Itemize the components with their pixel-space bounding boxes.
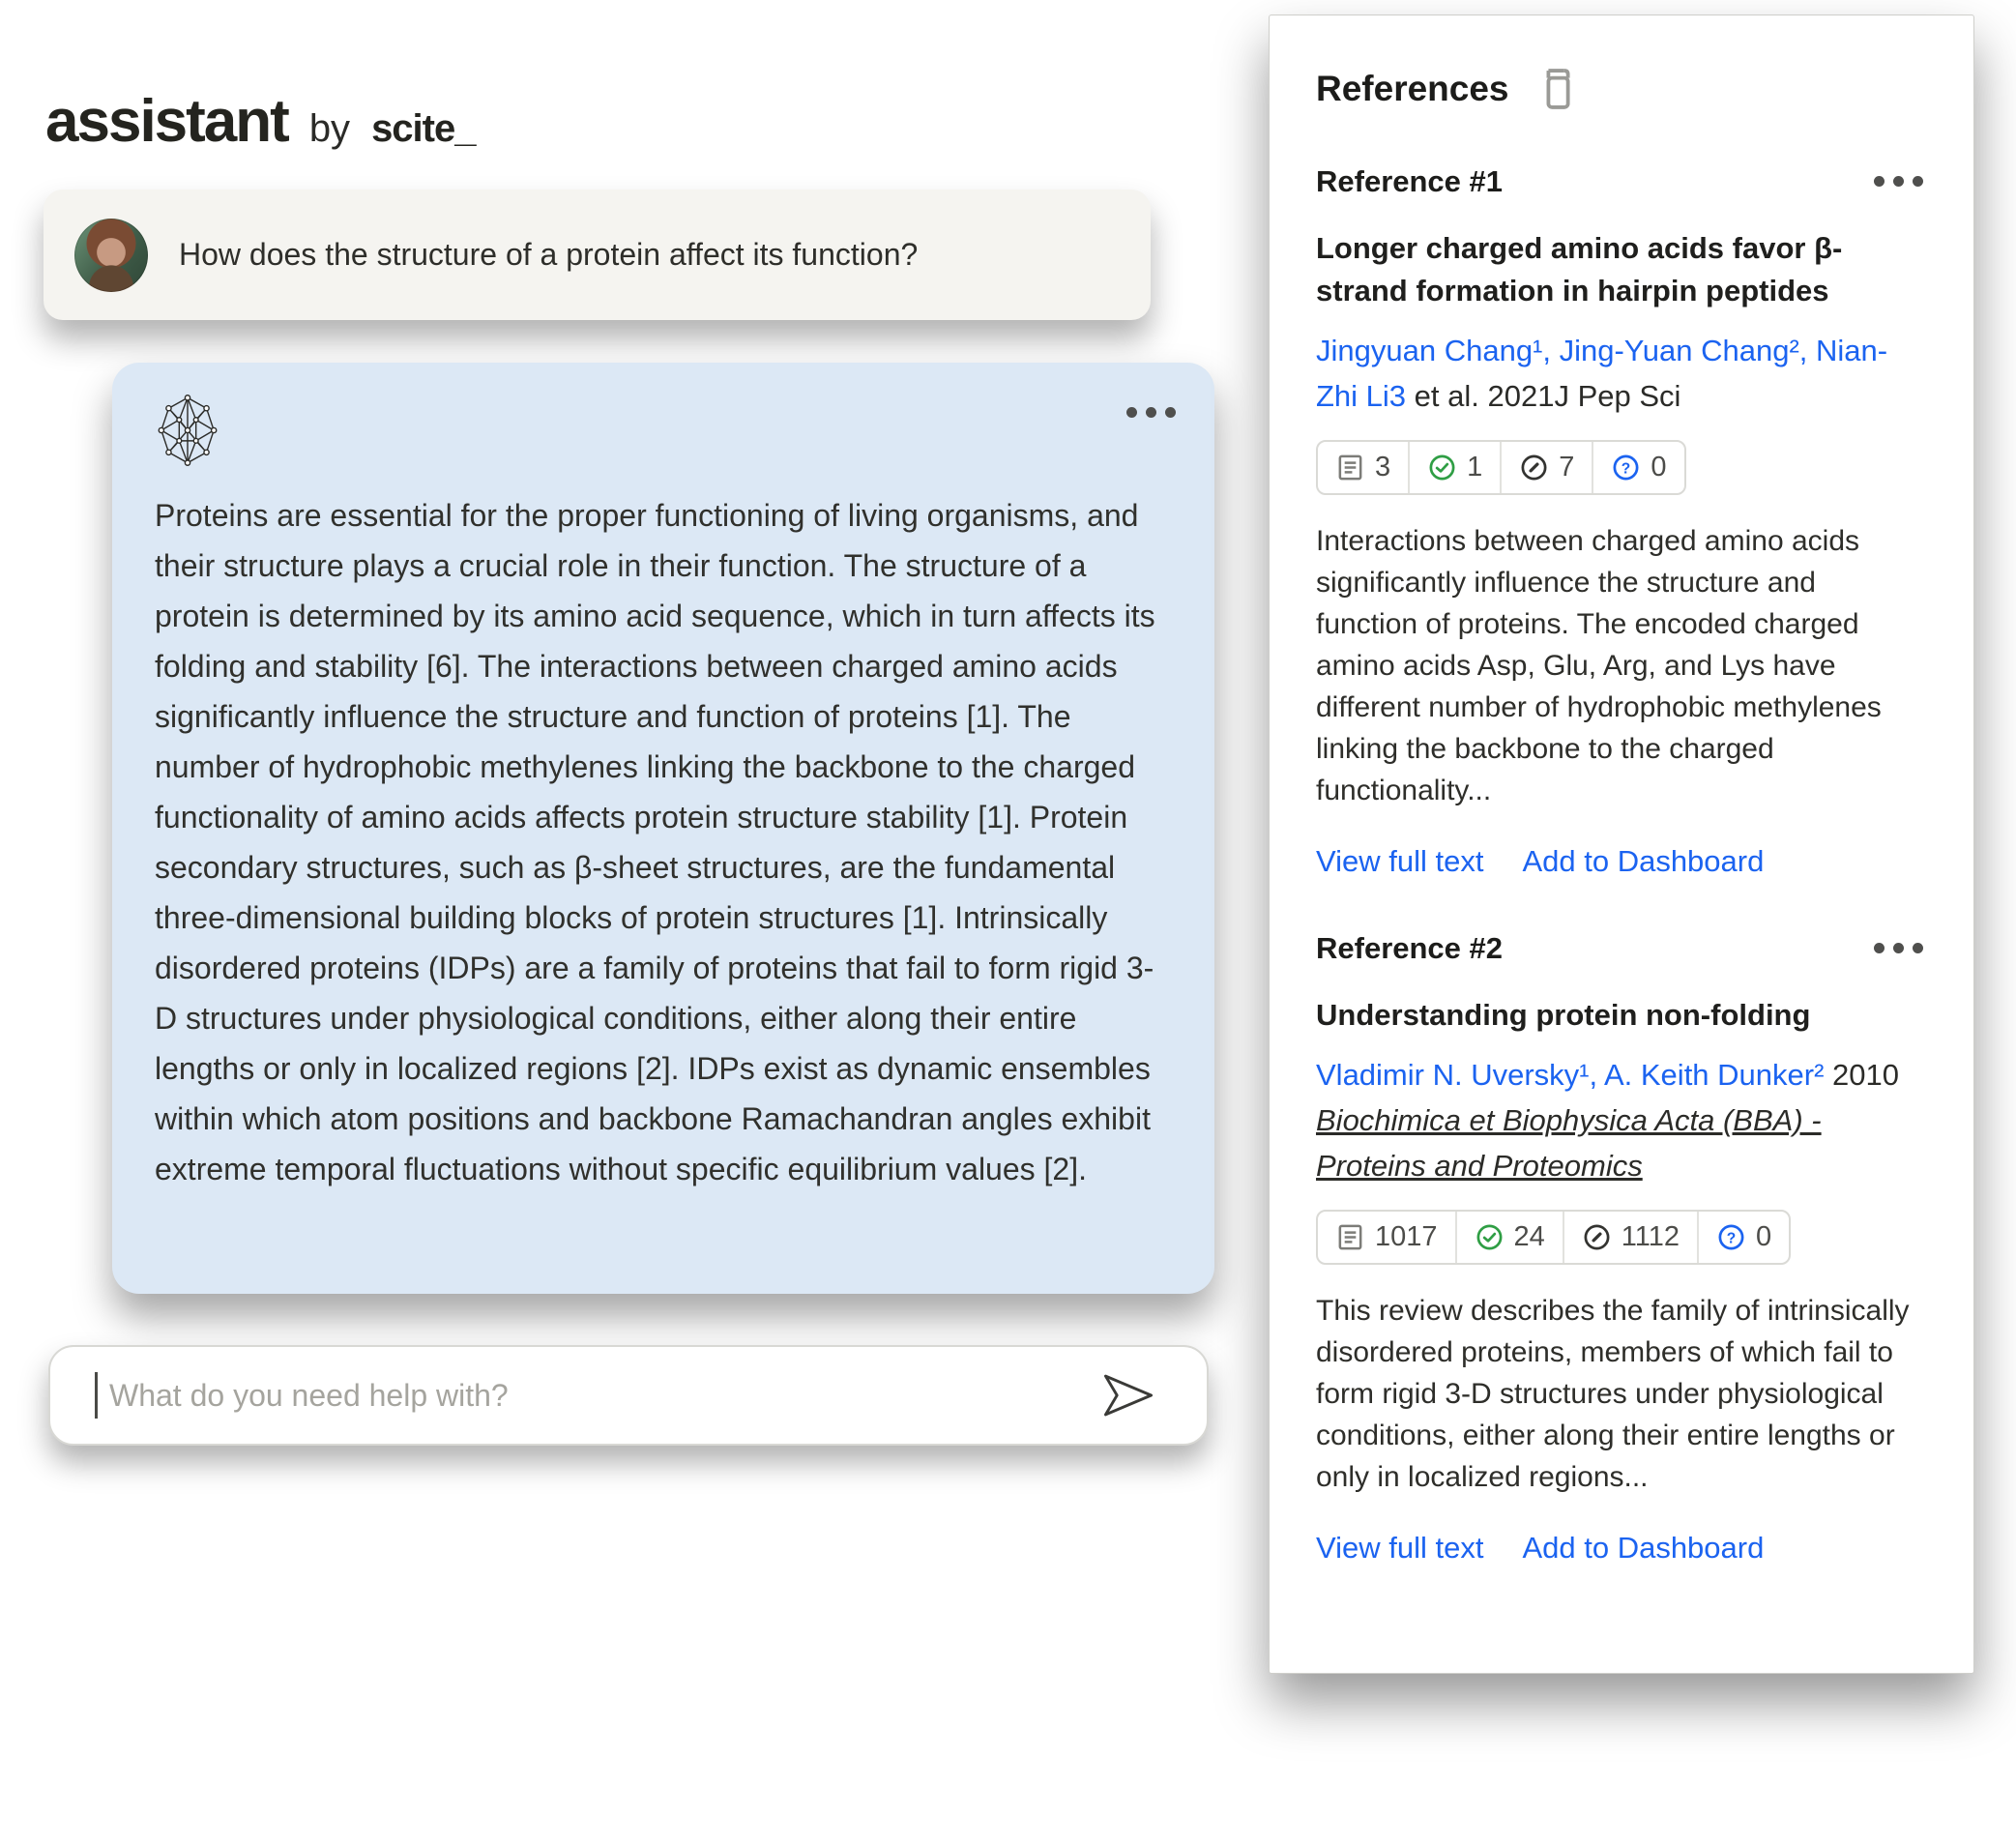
document-icon (1335, 1222, 1365, 1252)
badge-mentioning-count: 1112 (1621, 1221, 1680, 1252)
answer-more-options-button[interactable] (1123, 394, 1180, 431)
reference-more-options-button[interactable] (1870, 162, 1927, 200)
add-to-dashboard-link[interactable]: Add to Dashboard (1522, 1531, 1765, 1565)
view-full-text-link[interactable]: View full text (1316, 844, 1484, 878)
brand-by-text: by (308, 107, 351, 150)
badge-contrasting[interactable] (1592, 442, 1683, 493)
send-plane-icon (1105, 1376, 1151, 1415)
slash-circle-icon (1519, 453, 1549, 483)
dot-icon (1874, 176, 1885, 187)
svg-text:?: ? (1622, 460, 1631, 478)
dot-icon (1913, 943, 1923, 953)
badge-supporting-count: 24 (1513, 1221, 1545, 1252)
badge-citing-count: 1017 (1375, 1221, 1438, 1252)
badge-contrasting[interactable] (1697, 1212, 1789, 1263)
paper-abstract: This review describes the family of intrinsically disordered proteins, members of which fail to form rigid 3-D structures under physiological conditions, either along their entire lengths or only in localized regions... (1316, 1295, 1910, 1493)
dot-icon (1893, 943, 1904, 953)
authors-year: 2010 (1824, 1058, 1899, 1092)
brand-app-name: assistant (45, 88, 288, 155)
send-button[interactable] (1095, 1364, 1162, 1426)
badge-mentioning[interactable] (1563, 1212, 1697, 1263)
question-circle-icon (1716, 1222, 1746, 1252)
user-avatar (74, 219, 148, 292)
paper-authors (1316, 328, 1927, 419)
text-cursor (95, 1372, 98, 1419)
reference-more-options-button[interactable] (1870, 929, 1927, 967)
dot-icon (1165, 407, 1176, 418)
question-circle-icon (1611, 453, 1641, 483)
paper-authors (1316, 1052, 1927, 1188)
references-panel-title: References (1316, 69, 1509, 108)
badge-citing[interactable] (1318, 1212, 1455, 1263)
badge-citing[interactable] (1318, 442, 1408, 493)
user-question-text: How does the structure of a protein affect its function? (179, 237, 919, 272)
dot-icon (1126, 407, 1137, 418)
check-circle-icon (1427, 453, 1457, 483)
references-panel (1269, 15, 1974, 1674)
message-composer (48, 1345, 1209, 1446)
document-icon (1335, 453, 1365, 483)
slash-circle-icon (1582, 1222, 1612, 1252)
badge-supporting[interactable] (1455, 1212, 1563, 1263)
author-links[interactable]: Jingyuan Chang¹, Jing-Yuan Chang², Nian-Zhi Li3 (1316, 334, 1888, 413)
citation-badges (1316, 440, 1686, 495)
dot-icon (1893, 176, 1904, 187)
paper-title: Longer charged amino acids favor β-strand formation in hairpin peptides (1316, 231, 1843, 307)
dot-icon (1913, 176, 1923, 187)
reference-label: Reference #2 (1316, 930, 1504, 965)
journal-name: J Pep Sci (1554, 379, 1681, 413)
message-input[interactable] (109, 1378, 1095, 1414)
author-links[interactable]: Vladimir N. Uversky¹, A. Keith Dunker² (1316, 1058, 1825, 1092)
brand-company-name: scite_ (371, 107, 476, 150)
paper-title: Understanding protein non-folding (1316, 998, 1811, 1032)
badge-mentioning[interactable] (1500, 442, 1592, 493)
badge-supporting[interactable] (1408, 442, 1500, 493)
badge-citing-count: 3 (1375, 452, 1391, 483)
reference-card (1316, 162, 1927, 879)
badge-contrasting-count: 0 (1756, 1221, 1772, 1252)
view-full-text-link[interactable]: View full text (1316, 1531, 1484, 1565)
assistant-answer-text: Proteins are essential for the proper functioning of living organisms, and their structure plays a crucial role in their function. The structure of a protein is determined by its amino acid sequence, which in turn affects its folding and stability [6]. The interactions between charged amino acids significantly influence the structure and function of proteins [1]. The number of hydrophobic methylenes linking the backbone to the charged functionality of amino acids affects protein structure stability [1]. Protein secondary structures, such as β-sheet structures, are the fundamental three-dimensional building blocks of protein structures [1]. Intrinsically disordered proteins (IDPs) are a family of proteins that fail to form rigid 3-D structures under physiological conditions, either along their entire lengths or only in localized regions [2]. IDPs exist as dynamic ensembles within which atom positions and backbone Ramachandran angles exhibit extreme temporal fluctuations without specific equilibrium values [2]. (155, 498, 1155, 1186)
assistant-answer-bubble (112, 363, 1214, 1294)
assistant-network-icon (155, 394, 220, 467)
add-to-dashboard-link[interactable]: Add to Dashboard (1522, 844, 1765, 878)
user-question-bubble (44, 190, 1151, 320)
svg-text:?: ? (1726, 1230, 1737, 1247)
brand-logo (45, 87, 475, 156)
journal-link[interactable]: Biochimica et Biophysica Acta (BBA) - Proteins and Proteomics (1316, 1103, 1822, 1183)
reference-label: Reference #1 (1316, 163, 1504, 198)
check-circle-icon (1475, 1222, 1505, 1252)
citation-badges (1316, 1210, 1791, 1265)
dot-icon (1146, 407, 1156, 418)
badge-contrasting-count: 0 (1651, 452, 1667, 483)
dot-icon (1874, 943, 1885, 953)
reference-card (1316, 929, 1927, 1566)
authors-etal-year: et al. 2021 (1406, 379, 1555, 413)
badge-supporting-count: 1 (1467, 452, 1483, 483)
copy-references-button[interactable] (1534, 66, 1577, 112)
paper-abstract: Interactions between charged amino acids significantly influence the structure and function of proteins. The encoded charged amino acids Asp, Glu, Arg, and Lys have different number of hydrophobic methylenes linking the backbone to the charged functionality... (1316, 525, 1882, 806)
badge-mentioning-count: 7 (1559, 452, 1575, 483)
